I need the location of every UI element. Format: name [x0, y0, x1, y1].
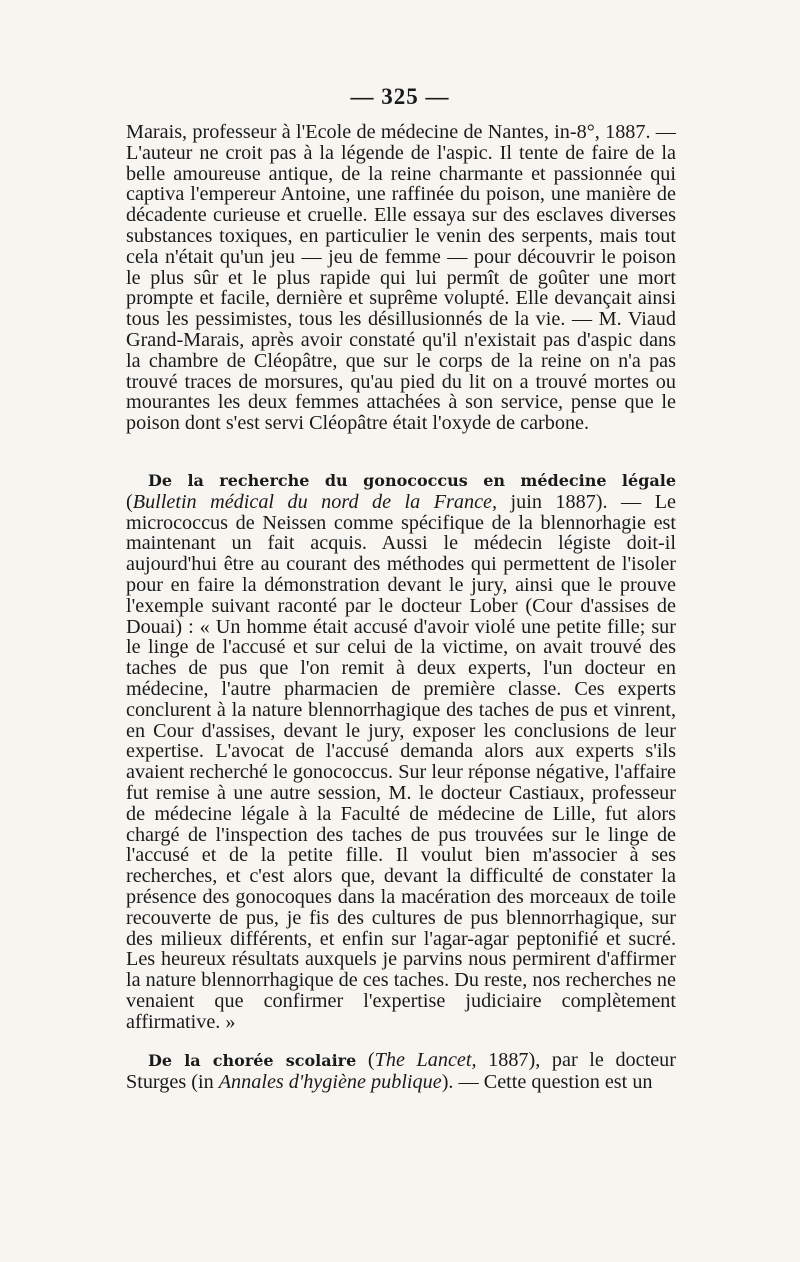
section-heading: De la chorée scolaire: [148, 1051, 357, 1070]
source-citation-2: Annales d'hygiène publique: [218, 1070, 442, 1093]
paragraph-body: [126, 1050, 676, 1093]
source-citation: The Lancet,: [374, 1049, 477, 1071]
source-citation: Bulletin médical du nord de la France,: [132, 490, 498, 513]
source-open: (: [367, 1049, 375, 1071]
paragraph-cleopatra: [126, 122, 676, 434]
paragraph-body: [126, 470, 676, 1033]
source-date: juin 1887). —: [510, 490, 642, 513]
paragraph-text: Le micrococcus de Neissen comme spécifique de la blennorhagie est maintenant un fait acquis. Aussi le médecin légiste doit-il aujourd'hui être au courant des méthodes qui permettent de l'isoler pour en faire la démonstration devant le jury, ainsi que le prouve l'exemple suivant raconté par le docteur Lober (Cour d'assises de Douai) : « Un homme était accusé d'avoir violé une petite fille; sur le linge de l'accusé et sur celui de la victime, on avait trouvé des taches de pus que l'on remit à deux experts, l'un docteur en médecine, l'autre pharmacien de première classe. Ces experts conclurent à la nature blennorrhagique des taches de pus et vinrent, en Cour d'assises, devant le jury, exposer les conclusions de leur expertise. L'avocat de l'accusé demanda alors aux experts s'ils avaient recherché le gonococcus. Sur leur réponse négative, l'affaire fut remise à une autre session, M. le docteur Castiaux, professeur de médecine légale à la Faculté de médecine de Lille, fut alors chargé de l'inspection des taches de pus trouvées sur le linge de l'accusé et de la petite fille. Il voulut bien m'associer à ses recherches, et c'est alors que, devant la difficulté de constater la présence des gonocoques dans la macération des morceaux de toile recouverte de pus, je fis des cultures de pus blennorrhagique, sur des milieux différents, et enfin sur l'agar-agar peptonifié et sucré. Les heureux résultats auxquels je parvins nous permirent d'affirmer la nature blennorrhagique de ces taches. Du reste, nos recherches ne venaient que confirmer l'expertise judiciaire complètement affirmative. »: [126, 490, 677, 1033]
paragraph-text: ). — Cette question est un: [441, 1070, 653, 1093]
source-open: (: [126, 490, 133, 513]
source-author: 1887), par le docteur Sturges (in: [126, 1049, 676, 1093]
paragraph-choree: [126, 1050, 676, 1093]
section-heading: De la recherche du gonococcus en médecine légale: [148, 471, 676, 490]
paragraph-text: Marais, professeur à l'Ecole de médecine de Nantes, in-8°, 1887. — L'auteur ne croit pas à la légende de l'aspic. Il tente de faire de la belle amoureuse antique, de la reine charmante et passionnée qui captiva l'empereur Antoine, une raffinée du poison, une manière de décadente curieuse et cruelle. Elle essaya sur des esclaves diverses substances toxiques, en particulier le venin des serpents, mais tout cela n'était qu'un jeu — jeu de femme — pour découvrir le poison le plus sûr et le plus rapide qui lui permît de goûter une mort prompte et facile, dernière et suprême volupté. Elle devançait ainsi tous les pessimistes, tous les désillusionnés de la vie. — M. Viaud Grand-Marais, après avoir constaté qu'il n'existait pas d'aspic dans la chambre de Cléopâtre, que sur le corps de la reine on n'a pas trouvé traces de morsures, qu'au pied du lit on a trouvé mortes ou mourantes les deux femmes attachées à son service, pense que le poison dont s'est servi Cléopâtre était l'oxyde de carbone.: [126, 121, 676, 435]
page-number: — 325 —: [350, 84, 450, 109]
paragraph-gonococcus: [126, 470, 676, 1033]
